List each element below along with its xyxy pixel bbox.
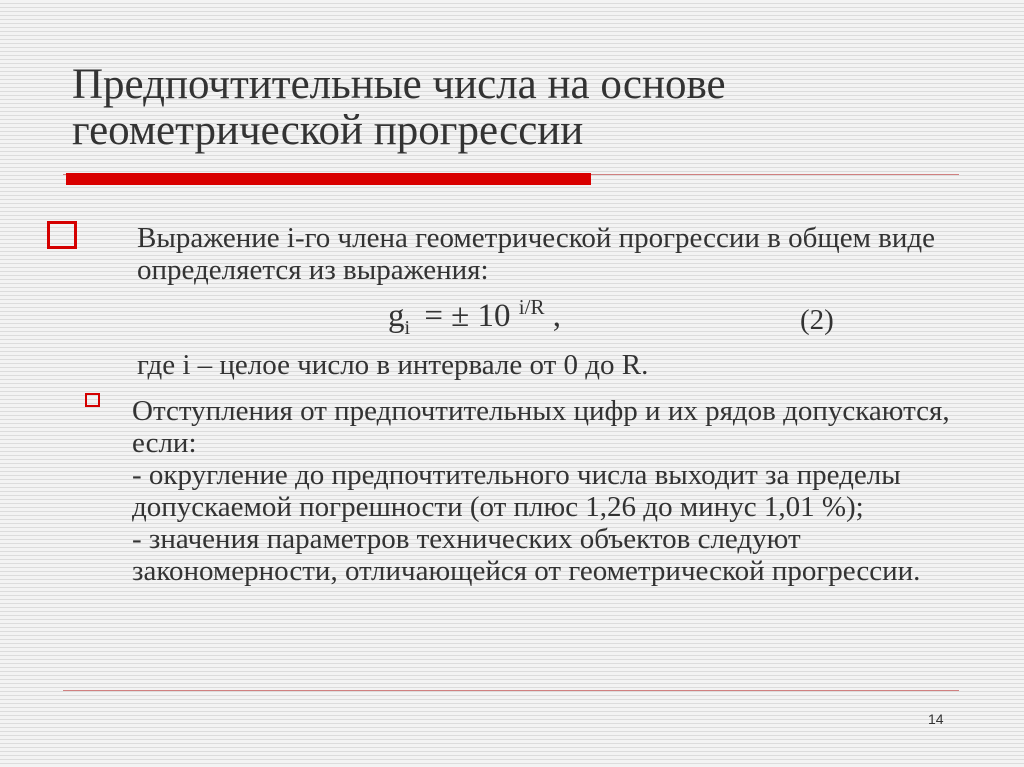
bullet-2-line: Отступления от предпочтительных цифр и их рядов допускаются, если:: [132, 395, 950, 459]
square-bullet-icon: [85, 393, 100, 407]
where-text: где i – целое число в интервале от 0 до R.: [137, 349, 649, 381]
formula-number: (2): [800, 304, 834, 336]
square-bullet-icon: [47, 221, 77, 249]
formula-exponent: i/R: [518, 295, 545, 319]
formula-operator: = ± 10: [416, 298, 519, 334]
formula-trailing: ,: [544, 298, 561, 334]
page-number: 14: [928, 711, 944, 727]
formula: [388, 295, 561, 339]
formula-subscript: i: [404, 317, 411, 339]
footer-divider: [63, 690, 959, 691]
bullet-2-text: [132, 395, 952, 587]
bullet-2-line: - округление до предпочтительного числа выходит за пределы допускаемой погрешности (от плюс 1,26 до минус 1,01 %);: [132, 459, 901, 523]
slide-title: Предпочтительные числа на основе геометрической прогрессии: [72, 61, 726, 154]
bullet-1-text: Выражение i-го члена геометрической прогрессии в общем виде определяется из выражения:: [137, 222, 936, 286]
title-divider-accent: [66, 173, 591, 185]
formula-base: g: [388, 298, 405, 334]
bullet-2-line: - значения параметров технических объектов следуют закономерности, отличающейся от геометрической прогрессии.: [132, 523, 921, 587]
